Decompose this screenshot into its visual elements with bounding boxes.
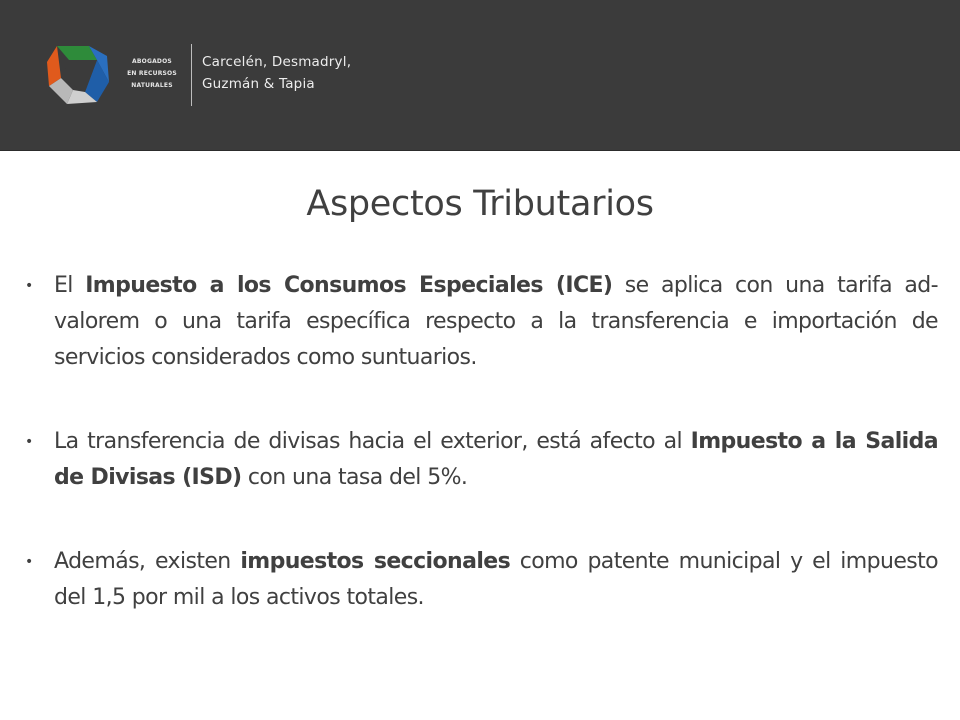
bullet-text xyxy=(54,544,938,616)
bullet-text-run: como patente municipal y el impuesto del 1,5 por mil a los activos totales. xyxy=(54,549,938,610)
bullet-text-run: La transferencia de divisas hacia el exterior, está afecto al xyxy=(54,429,691,454)
logo-tagline xyxy=(120,56,184,92)
bullet-marker: • xyxy=(25,278,34,294)
bullet-text-bold-run: Impuesto a la Salida de Divisas (ISD) xyxy=(54,429,938,490)
logo-tagline-line: ABOGADOS xyxy=(132,58,172,65)
firm-name xyxy=(202,51,351,95)
bullet-text xyxy=(54,268,938,376)
header-banner xyxy=(0,0,960,151)
bullet-text-run: Además, existen xyxy=(54,549,241,574)
bullet-text-run: El xyxy=(54,273,86,298)
firm-name-line: Carcelén, Desmadryl, xyxy=(202,54,352,70)
bullet-text-run: con una tasa del 5%. xyxy=(241,465,468,490)
bullet-text-bold-run: Impuesto a los Consumos Especiales (ICE) xyxy=(85,273,613,298)
firm-name-line: Guzmán & Tapia xyxy=(202,76,315,92)
hexagon-logo-icon xyxy=(45,42,113,108)
logo-tagline-line: EN RECURSOS xyxy=(127,70,177,77)
slide-title: Aspectos Tributarios xyxy=(306,184,654,224)
bullet-marker: • xyxy=(25,434,34,450)
bullet-text-bold-run: impuestos seccionales xyxy=(240,549,511,574)
bullet-marker: • xyxy=(25,554,34,570)
logo-divider xyxy=(191,44,192,106)
bullet-text-run: se aplica con una tarifa ad-valorem o una tarifa específica respecto a la transferencia e importación de servicios considerados como suntuarios. xyxy=(54,273,938,370)
logo-tagline-line: NATURALES xyxy=(131,82,173,89)
bullet-text xyxy=(54,424,938,496)
